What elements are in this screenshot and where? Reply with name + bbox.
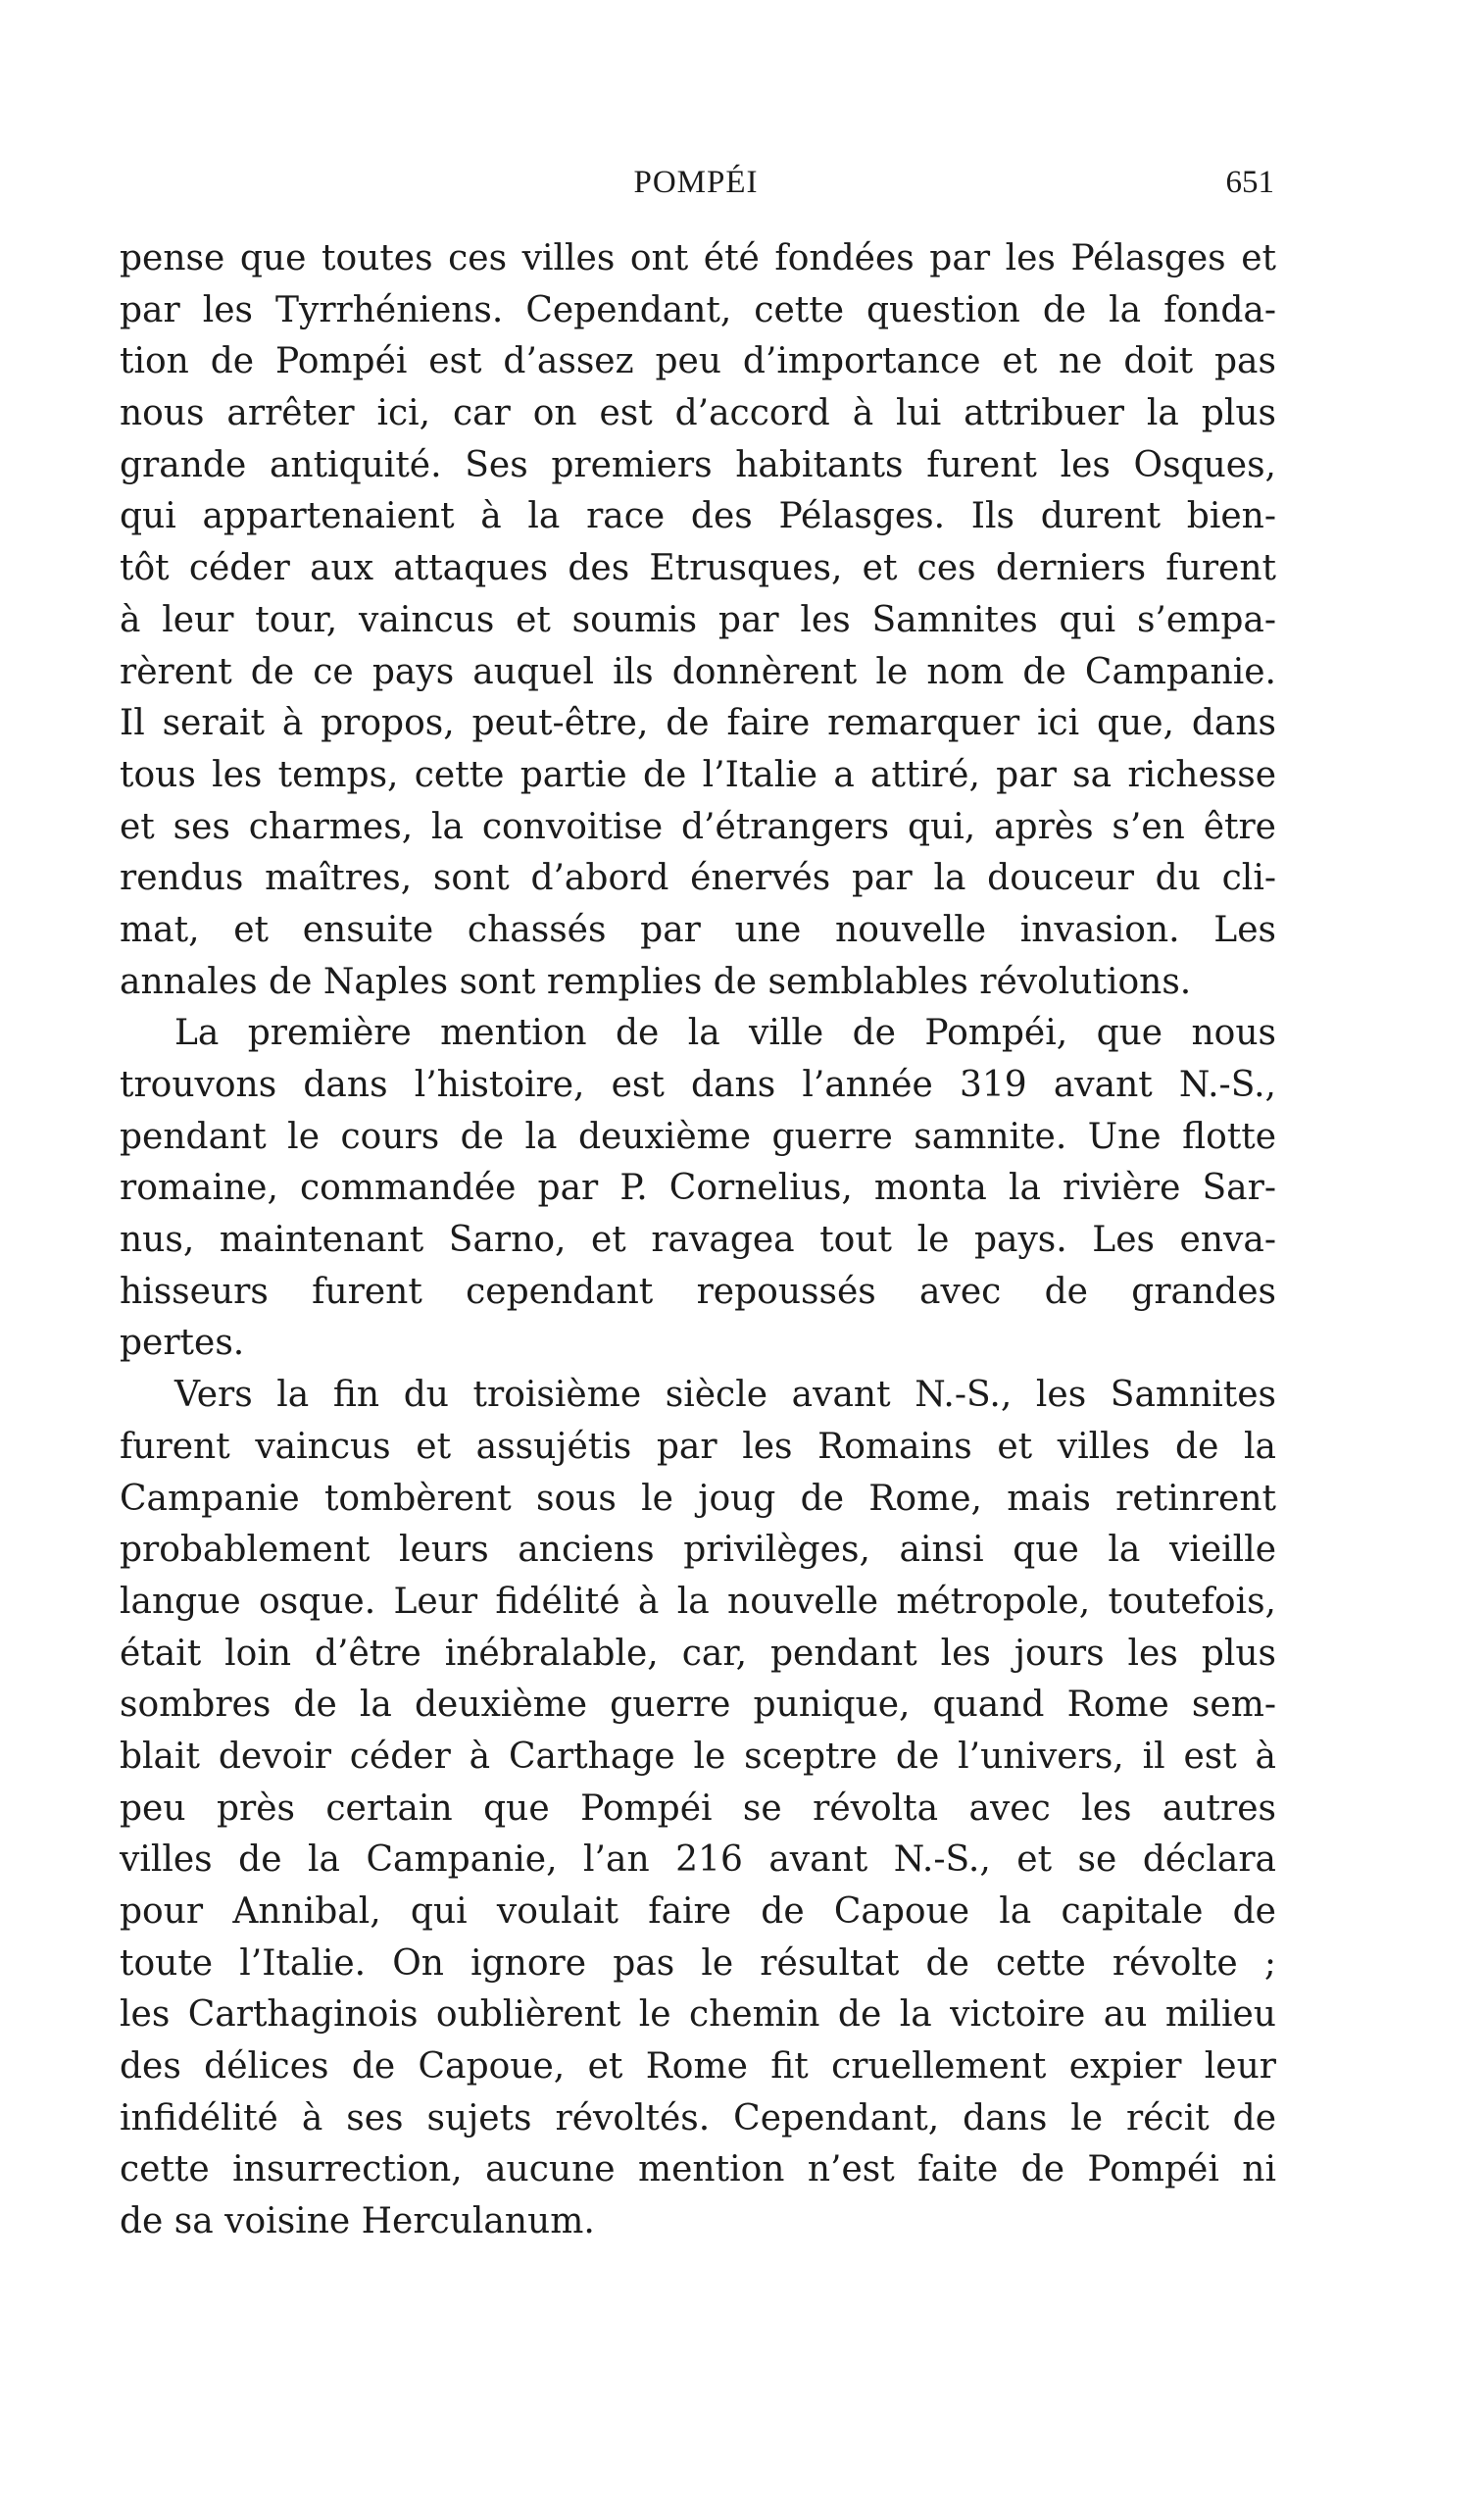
text-line: furent vaincus et assujétis par les Romains et villes de la (120, 1426, 1276, 1467)
text-line: toute l’Italie. On ignore pas le résultat de cette révolte ; (120, 1942, 1276, 1984)
text-line: villes de la Campanie, l’an 216 avant N.-S., et se déclara (120, 1839, 1276, 1881)
text-line: mat, et ensuite chassés par une nouvelle invasion. Les (120, 909, 1276, 950)
text-line: grande antiquité. Ses premiers habitants furent les Osques, (120, 444, 1276, 485)
text-line: de sa voisine Herculanum. (120, 2201, 595, 2242)
text-line: et ses charmes, la convoitise d’étrangers qui, après s’en être (120, 806, 1276, 847)
text-line: qui appartenaient à la race des Pélasges. Ils durent bien- (120, 496, 1276, 537)
text-line: était loin d’être inébralable, car, pendant les jours les plus (120, 1633, 1276, 1674)
text-line: nus, maintenant Sarno, et ravagea tout le pays. Les enva- (120, 1220, 1276, 1261)
text-line: tôt céder aux attaques des Etrusques, et ces derniers furent (120, 548, 1276, 589)
text-line: nous arrêter ici, car on est d’accord à lui attribuer la plus (120, 393, 1276, 434)
text-line: La première mention de la ville de Pompéi, que nous (174, 1013, 1276, 1054)
text-line: rèrent de ce pays auquel ils donnèrent le nom de Campanie. (120, 651, 1276, 692)
body-text (120, 233, 1276, 2248)
text-line: infidélité à ses sujets révoltés. Cependant, dans le récit de (120, 2097, 1276, 2139)
text-line: probablement leurs anciens privilèges, ainsi que la vieille (120, 1530, 1276, 1571)
text-line: romaine, commandée par P. Cornelius, monta la rivière Sar- (120, 1168, 1276, 1209)
text-line: annales de Naples sont remplies de semblables révolutions. (120, 961, 1192, 1002)
page-number: 651 (1225, 165, 1274, 200)
text-line: tous les temps, cette partie de l’Italie a attiré, par sa richesse (120, 754, 1276, 795)
text-line: trouvons dans l’histoire, est dans l’année 319 avant N.-S., (120, 1065, 1276, 1105)
text-line: rendus maîtres, sont d’abord énervés par la douceur du cli- (120, 858, 1276, 899)
text-line: des délices de Capoue, et Rome fit cruellement expier leur (120, 2046, 1276, 2088)
text-line: pendant le cours de la deuxième guerre samnite. Une flotte (120, 1116, 1276, 1157)
text-line: pour Annibal, qui voulait faire de Capoue la capitale de (120, 1891, 1276, 1932)
text-line: peu près certain que Pompéi se révolta avec les autres (120, 1787, 1276, 1829)
paragraph-3 (120, 1370, 1276, 2248)
text-line: à leur tour, vaincus et soumis par les Samnites qui s’empa- (120, 599, 1276, 640)
paragraph-2 (120, 1008, 1276, 1370)
text-line: pertes. (120, 1323, 245, 1364)
running-head (118, 165, 1274, 208)
text-line: cette insurrection, aucune mention n’est faite de Pompéi ni (120, 2149, 1276, 2190)
paragraph-1 (120, 233, 1276, 1008)
running-head-title: POMPÉI (633, 165, 759, 200)
text-line: les Carthaginois oublièrent le chemin de la victoire au milieu (120, 1994, 1276, 2036)
text-line: sombres de la deuxième guerre punique, quand Rome sem- (120, 1685, 1276, 1726)
text-line: pense que toutes ces villes ont été fondées par les Pélasges et (120, 238, 1276, 278)
text-line: blait devoir céder à Carthage le sceptre de l’univers, il est à (120, 1736, 1276, 1777)
text-line: hisseurs furent cependant repoussés avec de grandes (120, 1271, 1276, 1312)
text-line: Il serait à propos, peut-être, de faire remarquer ici que, dans (120, 703, 1276, 744)
text-line: langue osque. Leur fidélité à la nouvelle métropole, toutefois, (120, 1581, 1276, 1622)
text-line: Vers la fin du troisième siècle avant N.-S., les Samnites (174, 1375, 1276, 1416)
text-line: par les Tyrrhéniens. Cependant, cette question de la fonda- (120, 289, 1276, 330)
text-line: Campanie tombèrent sous le joug de Rome, mais retinrent (120, 1478, 1276, 1519)
text-line: tion de Pompéi est d’assez peu d’importance et ne doit pas (120, 341, 1276, 382)
